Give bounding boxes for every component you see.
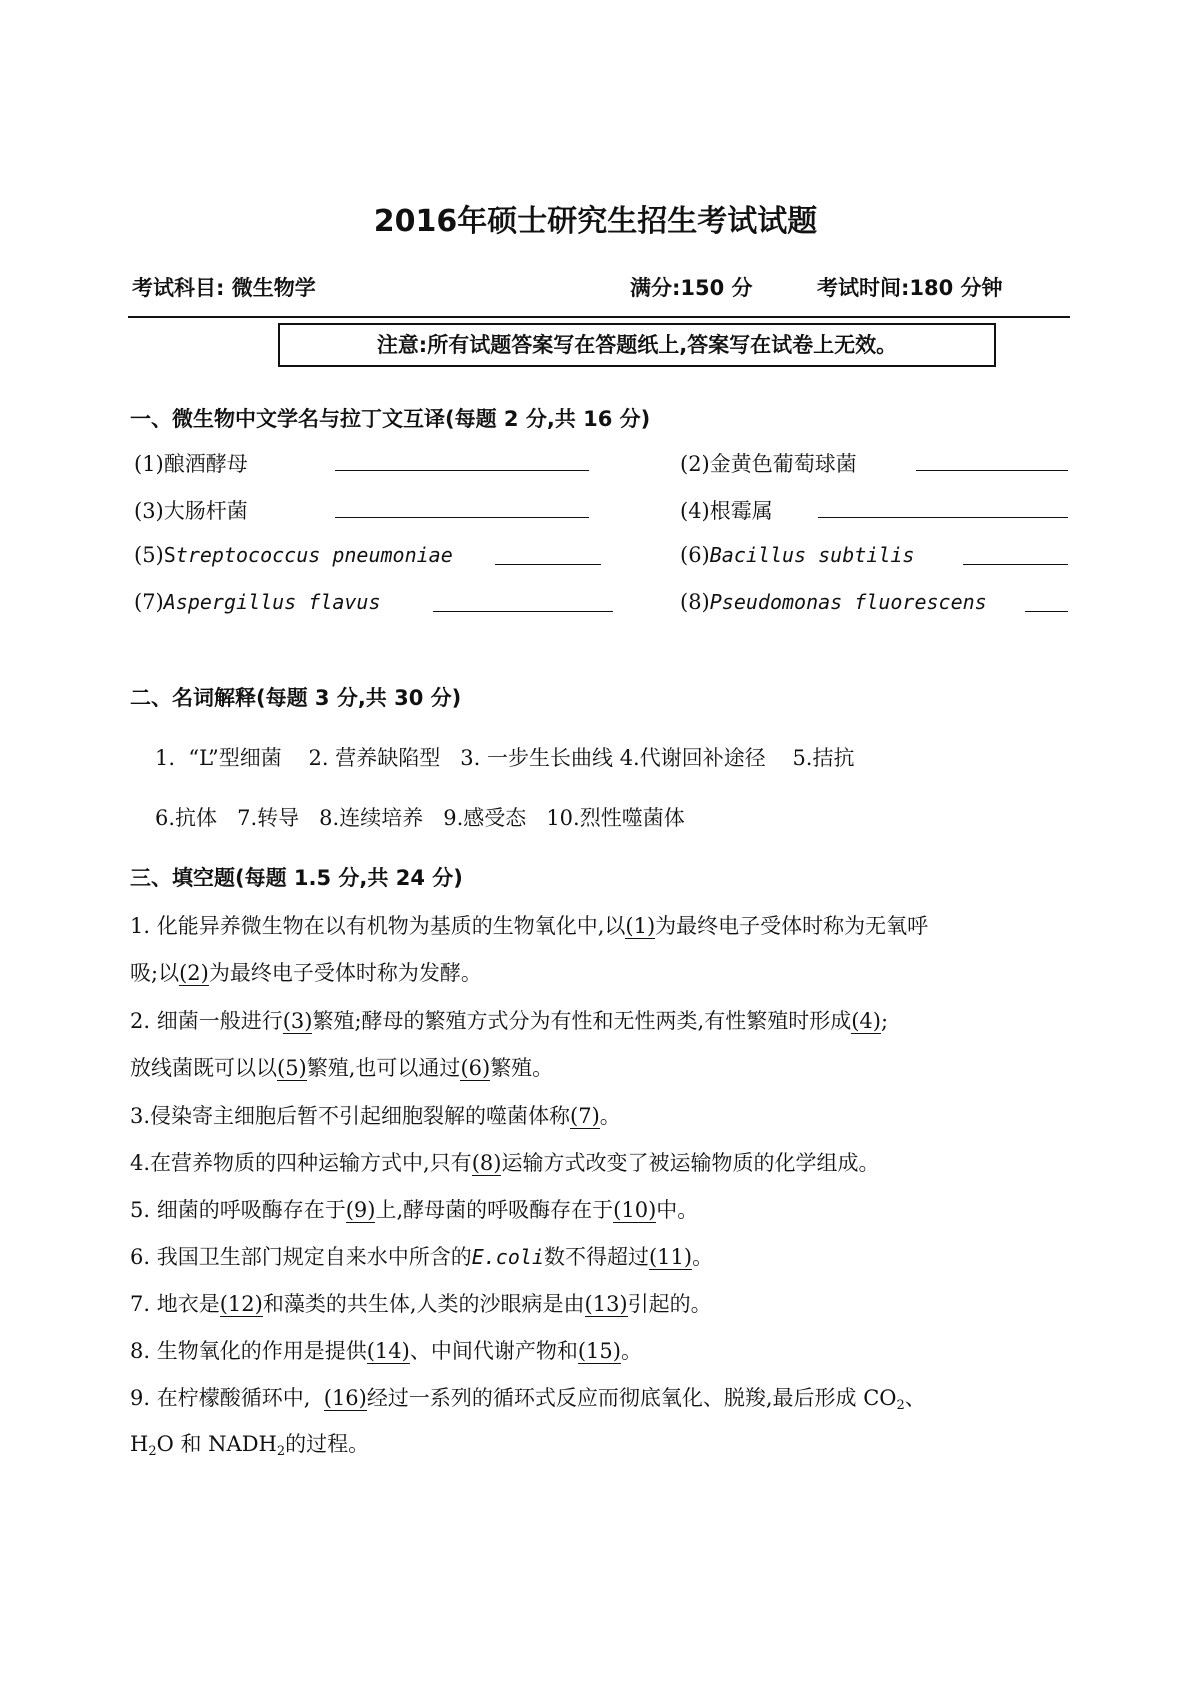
q6-line: 6. 我国卫生部门规定自来水中所含的E.coli数不得超过(11)。: [130, 1245, 714, 1269]
s2-row-2: 6.抗体 7.转导 8.连续培养 9.感受态 10.烈性噬菌体: [155, 806, 685, 830]
s1-item-4: (4)根霉属: [680, 499, 773, 523]
s1-item-8: (8)Pseudomonas fluorescens: [680, 590, 987, 614]
section3-heading: 三、填空题(每题 1.5 分,共 24 分): [130, 866, 463, 890]
q3-line: 3.侵染寄主细胞后暂不引起细胞裂解的噬菌体称(7)。: [130, 1104, 621, 1128]
answer-blank[interactable]: [335, 499, 589, 518]
s1-item-6: (6)Bacillus subtilis: [680, 543, 915, 567]
q2-line-1: 2. 细菌一般进行(3)繁殖;酵母的繁殖方式分为有性和无性两类,有性繁殖时形成(4);: [130, 1009, 889, 1033]
subject-line: [132, 272, 316, 302]
page-title: 2016年硕士研究生招生考试试题: [373, 204, 818, 239]
s1-item-7: (7)Aspergillus flavus: [134, 590, 381, 614]
exam-time: 考试时间:180 分钟: [817, 276, 1003, 300]
q8-line: 8. 生物氧化的作用是提供(14)、中间代谢产物和(15)。: [130, 1339, 642, 1363]
q5-line: 5. 细菌的呼吸酶存在于(9)上,酵母菌的呼吸酶存在于(10)中。: [130, 1198, 699, 1222]
s1-item-2: (2)金黄色葡萄球菌: [680, 452, 857, 476]
q1-line-2: 吸;以(2)为最终电子受体时称为发酵。: [130, 961, 482, 985]
s1-item-3: (3)大肠杆菌: [134, 499, 248, 523]
q1-line-1: 1. 化能异养微生物在以有机物为基质的生物氧化中,以(1)为最终电子受体时称为无氧呼: [130, 914, 929, 938]
answer-blank[interactable]: [495, 546, 601, 565]
full-score: 满分:150 分: [630, 276, 753, 300]
q9-line-2: $H_2O$ 和 $NADH_2$的过程。: [130, 1432, 370, 1459]
q9-line-1: 9. 在柠檬酸循环中, (16)经过一系列的循环式反应而彻底氧化、脱羧,最后形成 $CO_2$、: [130, 1386, 926, 1413]
answer-blank[interactable]: [963, 546, 1068, 565]
answer-blank[interactable]: [335, 452, 589, 471]
s1-item-1: (1)酿酒酵母: [134, 452, 248, 476]
notice-box: 注意:所有试题答案写在答题纸上,答案写在试卷上无效。: [278, 323, 996, 367]
q2-line-2: 放线菌既可以以(5)繁殖,也可以通过(6)繁殖。: [130, 1056, 554, 1080]
answer-blank[interactable]: [1025, 593, 1068, 612]
q7-line: 7. 地衣是(12)和藻类的共生体,人类的沙眼病是由(13)引起的。: [130, 1292, 712, 1316]
subject-value: 微生物学: [231, 276, 316, 300]
answer-blank[interactable]: [818, 499, 1068, 518]
header-divider: [128, 316, 1070, 318]
answer-blank[interactable]: [433, 593, 613, 612]
s1-item-5: (5)Streptococcus pneumoniae: [134, 543, 453, 567]
section2-heading: 二、名词解释(每题 3 分,共 30 分): [130, 686, 462, 710]
q4-line: 4.在营养物质的四种运输方式中,只有(8)运输方式改变了被运输物质的化学组成。: [130, 1151, 880, 1175]
answer-blank[interactable]: [916, 452, 1068, 471]
subject-label: 考试科目:: [132, 276, 225, 300]
s2-row-1: 1. “L”型细菌 2. 营养缺陷型 3. 一步生长曲线 4.代谢回补途径 5.拮抗: [155, 746, 855, 770]
section1-heading: 一、微生物中文学名与拉丁文互译(每题 2 分,共 16 分): [130, 407, 651, 431]
